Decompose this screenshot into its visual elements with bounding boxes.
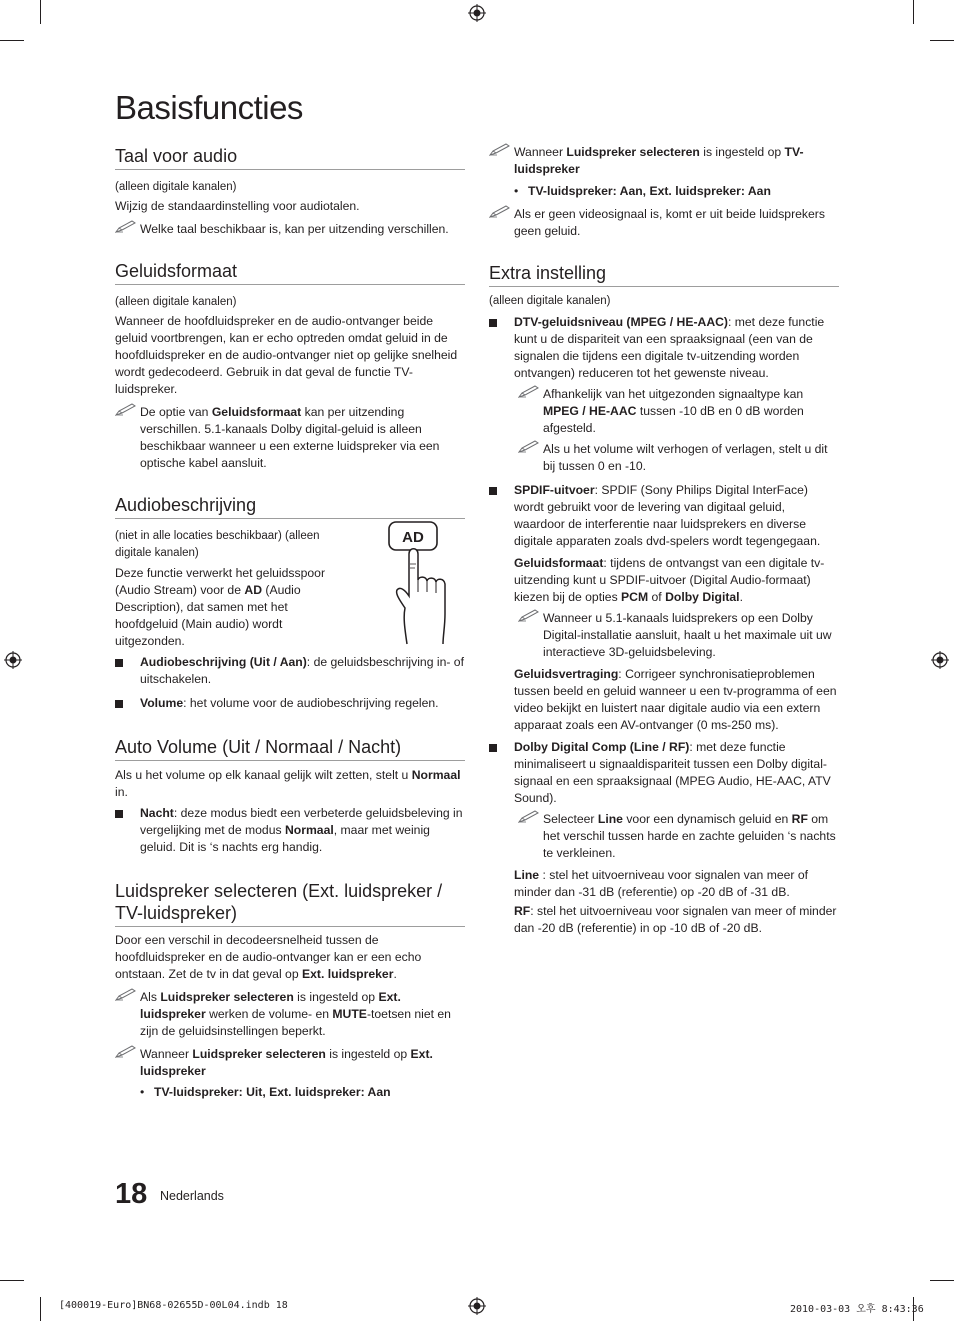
note-text: kan per uitzending verschillen. 5.1-kanaals Dolby digital-geluid is alleen beschikbaar wanneer u een externe luidspreker via een optische kabel aansluit. [140, 405, 440, 470]
crop-mark [913, 0, 914, 24]
note: Wanneer u 5.1-kanaals luidsprekers op een Dolby Digital-installatie aansluit, haalt u het maximale uit uw interactieve 3D-geluidsbeleving. [518, 610, 839, 661]
crop-mark [40, 0, 41, 24]
note-pencil-icon [518, 609, 540, 623]
section-heading-extra-instelling: Extra instelling [489, 262, 839, 287]
crop-mark [40, 1297, 41, 1321]
note: Als u het volume wilt verhogen of verlagen, stelt u dit bij tussen 0 en -10. [518, 441, 839, 475]
body-text: Wijzig de standaardinstelling voor audiotalen. [115, 199, 360, 213]
list-item: Nacht: deze modus biedt een verbeterde geluidsbeleving in vergelijking met de modus Normaal, maar met weinig geluid. Dit is ‘s nachts erg handig. [115, 805, 465, 856]
note-pencil-icon [489, 143, 511, 157]
list-item: Dolby Digital Comp (Line / RF): met deze functie minimaliseert u signaaldispariteit tussen een Dolby digital-signaal en een spraaksignaal (MPEG Audio, HE-AAC, ATV Sound). [489, 739, 839, 807]
note: Als Luidspreker selecteren is ingesteld op Ext. luidspreker werken de volume- en MUTE-toetsen niet en zijn de geluidsinstellingen beperkt. [115, 989, 465, 1040]
note-pencil-icon [489, 205, 511, 219]
note [115, 404, 465, 472]
sub-item: Line : stel het uitvoerniveau voor signalen van meer of minder dan -31 dB (referentie) op -20 dB of -31 dB. [514, 868, 809, 899]
list-item: Volume: het volume voor de audiobeschrijving regelen. [115, 695, 465, 712]
note [115, 221, 465, 238]
list-item: SPDIF-uitvoer: SPDIF (Sony Philips Digital InterFace) wordt gebruikt voor de levering van digitaal geluid, waardoor de interferentie naar luidsprekers en diverse digitale apparaten zoals dvd-spelers wordt tegengegaan. [489, 482, 839, 550]
note: Afhankelijk van het uitgezonden signaaltype kan MPEG / HE-AAC tussen -10 dB en 0 dB worden afgesteld. [518, 386, 839, 437]
note-text: Welke taal beschikbaar is, kan per uitzending verschillen. [140, 222, 449, 236]
body-text: Door een verschil in decodeersnelheid tussen de hoofdluidspreker en de audio-ontvanger kan er een echo ontstaan. Zet de tv in dat geval op Ext. luidspreker. [115, 933, 422, 981]
note: Selecteer Line voor een dynamisch geluid en RF om het verschil tussen harde en zachte geluiden ‘s nachts te verkleinen. [518, 811, 839, 862]
print-slug-right: 2010-03-03 오후 8:43:36 [790, 1304, 924, 1315]
bullet-item: • TV-luidspreker: Aan, Ext. luidspreker: Aan [514, 183, 839, 200]
remote-ad-button-hand-icon [387, 520, 469, 646]
note-bold: Geluidsformaat [211, 405, 302, 419]
scope-text: (niet in alle locaties beschikbaar) (alleen digitale kanalen) [115, 530, 320, 559]
ad-button-label: AD [402, 529, 424, 546]
page-language: Nederlands [160, 1189, 224, 1203]
scope-text: (alleen digitale kanalen) [115, 296, 237, 308]
registration-mark-icon [4, 651, 22, 669]
body-text: Als u het volume op elk kanaal gelijk wilt zetten, stelt u Normaal in. [115, 768, 461, 799]
body-text: Wanneer de hoofdluidspreker en de audio-ontvanger beide geluid voortbrengen, kan er echo optreden omdat geluid in de hoofdluidspreker en de audio-ontvanger niet op gelijke snelheid wordt gedecodeerd. Gebruik in dat geval de functie TV-luidspreker. [115, 314, 458, 396]
sub-item: Geluidsvertraging: Corrigeer synchronisatieproblemen tussen beeld en geluid wanneer u een tv-programma of een video bekijkt en luistert naar digitale audio via een extern apparaat zoals een AV-ontvanger (0 ms-250 ms). [514, 667, 837, 732]
section-heading-auto-volume: Auto Volume (Uit / Normaal / Nacht) [115, 736, 465, 761]
section-heading-geluidsformaat: Geluidsformaat [115, 260, 465, 285]
section-heading-audiobeschrijving: Audiobeschrijving [115, 494, 465, 519]
note: Wanneer Luidspreker selecteren is ingesteld op TV-luidspreker [489, 144, 839, 178]
note-text: De optie van [140, 405, 212, 419]
note-pencil-icon [518, 810, 540, 824]
registration-mark-icon [468, 4, 486, 22]
registration-mark-icon [931, 651, 949, 669]
crop-mark [930, 1280, 954, 1281]
page-title: Basisfuncties [115, 89, 303, 126]
audio-block [115, 528, 465, 650]
right-column [489, 144, 839, 937]
crop-mark [0, 40, 24, 41]
sub-item: Geluidsformaat: tijdens de ontvangst van een digitale tv-uitzending kunt u SPDIF-uitvoer (Digital Audio-formaat) kiezen bij de opties PCM of Dolby Digital. [514, 556, 825, 604]
registration-mark-icon [468, 1297, 486, 1315]
left-column [115, 145, 465, 1101]
note: Wanneer Luidspreker selecteren is ingesteld op Ext. luidspreker [115, 1046, 465, 1080]
crop-mark [930, 40, 954, 41]
scope-text: (alleen digitale kanalen) [489, 295, 611, 307]
note-pencil-icon [115, 1045, 137, 1059]
page-number: 18 [115, 1178, 148, 1210]
list-item: DTV-geluidsniveau (MPEG / HE-AAC): met deze functie kunt u de dispariteit van een spraaksignaal (een van de signalen die tijdens een digitale tv-uitzending worden ontvangen) reduceren tot het gewenste niveau. [489, 314, 839, 382]
sub-item: RF: stel het uitvoerniveau voor signalen van meer of minder dan -20 dB (referentie) in op -10 dB of -20 dB. [514, 904, 837, 935]
note: Als er geen videosignaal is, komt er uit beide luidsprekers geen geluid. [489, 206, 839, 240]
note-pencil-icon [115, 403, 137, 417]
section-heading-taal: Taal voor audio [115, 145, 465, 170]
bullet-item: • TV-luidspreker: Uit, Ext. luidspreker: Aan [140, 1084, 465, 1101]
note-pencil-icon [518, 385, 540, 399]
crop-mark [0, 1280, 24, 1281]
note-pencil-icon [115, 220, 137, 234]
body-text: Deze functie verwerkt het geluidsspoor (Audio Stream) voor de AD (Audio Description), dat samen met het hoofdgeluid (Main audio) wordt uitgezonden. [115, 566, 326, 648]
note-pencil-icon [115, 988, 137, 1002]
list-item: Audiobeschrijving (Uit / Aan): de geluidsbeschrijving in- of uitschakelen. [115, 654, 465, 688]
note-pencil-icon [518, 440, 540, 454]
section-heading-luidspreker-selecteren: Luidspreker selecteren (Ext. luidspreker / TV-luidspreker) [115, 880, 465, 927]
print-slug-left: [400019-Euro]BN68-02655D-00L04.indb 18 [59, 1300, 288, 1311]
scope-text: (alleen digitale kanalen) [115, 181, 237, 193]
